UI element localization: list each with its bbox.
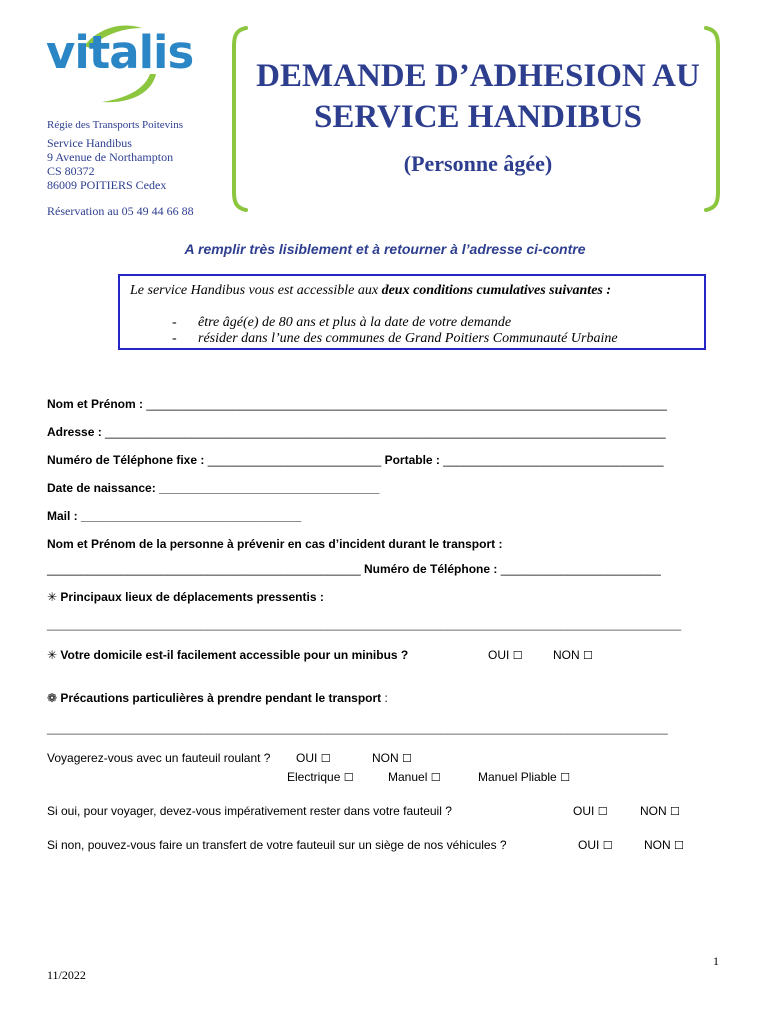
- domicile-oui-option[interactable]: [488, 648, 523, 663]
- conditions-intro-bold: deux conditions cumulatives suivantes :: [381, 283, 612, 298]
- conditions-intro-text: Le service Handibus vous est accessible aux: [130, 283, 382, 298]
- field-mail: [47, 509, 301, 524]
- checkbox-icon[interactable]: ☐: [343, 771, 354, 784]
- conditions-box: [118, 274, 706, 350]
- rester-question: Si oui, pour voyager, devez-vous impérativement rester dans votre fauteuil ?: [47, 804, 452, 818]
- electrique-option[interactable]: [287, 770, 354, 785]
- checkbox-icon[interactable]: ☐: [602, 839, 613, 852]
- checkbox-icon[interactable]: ☐: [402, 752, 412, 765]
- field-label: Numéro de Téléphone :: [360, 562, 501, 576]
- field-label: Principaux lieux de déplacements pressentis :: [57, 590, 324, 604]
- bullet-dash: -: [172, 315, 177, 330]
- checkbox-icon[interactable]: ☐: [597, 805, 608, 818]
- mail-input-line[interactable]: _________________________________: [81, 509, 302, 523]
- field-precautions: [47, 691, 388, 706]
- manuel-pliable-option[interactable]: [478, 770, 570, 785]
- checkbox-icon[interactable]: ☐: [560, 771, 570, 784]
- field-label: Votre domicile est-il facilement accessible pour un minibus ?: [57, 648, 409, 662]
- contact-input-line[interactable]: _______________________________________________: [47, 562, 361, 576]
- checkbox-icon[interactable]: ☐: [583, 649, 593, 662]
- title-line: SERVICE HANDIBUS: [313, 99, 642, 135]
- checkbox-icon[interactable]: ☐: [430, 771, 441, 784]
- address-line: CS 80372: [47, 164, 95, 178]
- title-line: DEMANDE D’ADHESION AU: [256, 58, 700, 94]
- condition-text: résider dans l’une des communes de Grand Poitiers Communauté Urbaine: [198, 331, 618, 346]
- option-label: Manuel Pliable: [478, 770, 557, 784]
- field-colon: :: [381, 691, 388, 705]
- option-label: NON: [640, 804, 667, 818]
- field-nom: [47, 397, 667, 412]
- condition-text: être âgé(e) de 80 ans et plus à la date de votre demande: [198, 315, 512, 330]
- option-label: OUI: [578, 838, 600, 852]
- field-label: Nom et Prénom :: [47, 397, 147, 411]
- page-number: 1: [713, 954, 719, 968]
- nom-input-line[interactable]: ______________________________________________________________________________: [146, 397, 667, 411]
- naissance-input-line[interactable]: _________________________________: [159, 481, 380, 495]
- field-domicile: [47, 648, 408, 663]
- option-label: Manuel: [388, 770, 428, 784]
- field-label: Précautions particulières à prendre pendant le transport: [57, 691, 382, 705]
- vitalis-logo: [0, 0, 1, 1]
- conditions-intro: [130, 283, 611, 299]
- bullet-dash: -: [172, 331, 177, 346]
- fauteuil-oui-option[interactable]: [296, 751, 331, 766]
- field-contact: [47, 562, 661, 577]
- option-label: OUI: [573, 804, 595, 818]
- option-label: NON: [553, 648, 580, 662]
- checkbox-icon[interactable]: ☐: [670, 805, 680, 818]
- portable-input-line[interactable]: _________________________________: [443, 453, 664, 467]
- asterisk-icon: ✳: [47, 590, 58, 604]
- rester-non-option[interactable]: [640, 804, 680, 819]
- sender-address: [47, 136, 173, 192]
- logo-swoosh-bottom-icon: [96, 72, 162, 106]
- contact-telephone-input-line[interactable]: ________________________: [500, 562, 661, 576]
- logo-text: vitalis: [46, 26, 194, 79]
- field-adresse: [47, 425, 666, 440]
- checkbox-icon[interactable]: ☐: [320, 752, 331, 765]
- option-label: NON: [372, 751, 399, 765]
- adresse-input-line[interactable]: ____________________________________________________________________________________: [105, 425, 666, 439]
- transfert-non-option[interactable]: [644, 838, 684, 853]
- checkbox-icon[interactable]: ☐: [512, 649, 523, 662]
- instruction-text: A remplir très lisiblement et à retourner à l’adresse ci-contre: [184, 241, 586, 257]
- field-label: Adresse :: [47, 425, 106, 439]
- fauteuil-non-option[interactable]: [372, 751, 412, 766]
- field-naissance: [47, 481, 379, 496]
- transfert-oui-option[interactable]: [578, 838, 613, 853]
- field-label: Nom et Prénom de la personne à prévenir en cas d’incident durant le transport :: [47, 537, 503, 551]
- manuel-option[interactable]: [388, 770, 441, 785]
- checkbox-icon[interactable]: ☐: [674, 839, 684, 852]
- field-lieux: [47, 590, 324, 605]
- rester-oui-option[interactable]: [573, 804, 608, 819]
- field-label: Portable :: [381, 453, 444, 467]
- option-label: Electrique: [287, 770, 341, 784]
- transfert-question: Si non, pouvez-vous faire un transfert de votre fauteuil sur un siège de nos véhicules ?: [47, 838, 507, 852]
- flower-icon: ❁: [47, 691, 58, 705]
- address-line: 9 Avenue de Northampton: [47, 150, 174, 164]
- page-title: [240, 56, 716, 138]
- option-label: NON: [644, 838, 671, 852]
- telephone-input-line[interactable]: __________________________: [207, 453, 382, 467]
- page-subtitle: (Personne âgée): [403, 151, 553, 176]
- asterisk-icon: ✳: [47, 648, 58, 662]
- fauteuil-question: Voyagerez-vous avec un fauteuil roulant ?: [47, 751, 271, 765]
- field-contact-label: [47, 537, 502, 552]
- address-line: 86009 POITIERS Cedex: [47, 178, 167, 192]
- field-label: Date de naissance:: [47, 481, 160, 495]
- domicile-non-option[interactable]: [553, 648, 593, 663]
- regie-name: Régie des Transports Poitevins: [47, 119, 183, 131]
- option-label: OUI: [488, 648, 510, 662]
- lieux-input-line[interactable]: _______________________________________________________________________________________________: [47, 617, 682, 631]
- address-line: Service Handibus: [47, 136, 132, 150]
- condition-item: [172, 331, 618, 347]
- option-label: OUI: [296, 751, 318, 765]
- condition-item: [172, 315, 511, 331]
- field-label: Mail :: [47, 509, 82, 523]
- field-label: Numéro de Téléphone fixe :: [47, 453, 208, 467]
- precautions-input-line[interactable]: _____________________________________________________________________________________________: [47, 721, 668, 735]
- reservation-phone: Réservation au 05 49 44 66 88: [47, 204, 194, 218]
- footer-date: 11/2022: [47, 968, 86, 982]
- field-telephone: [47, 453, 664, 468]
